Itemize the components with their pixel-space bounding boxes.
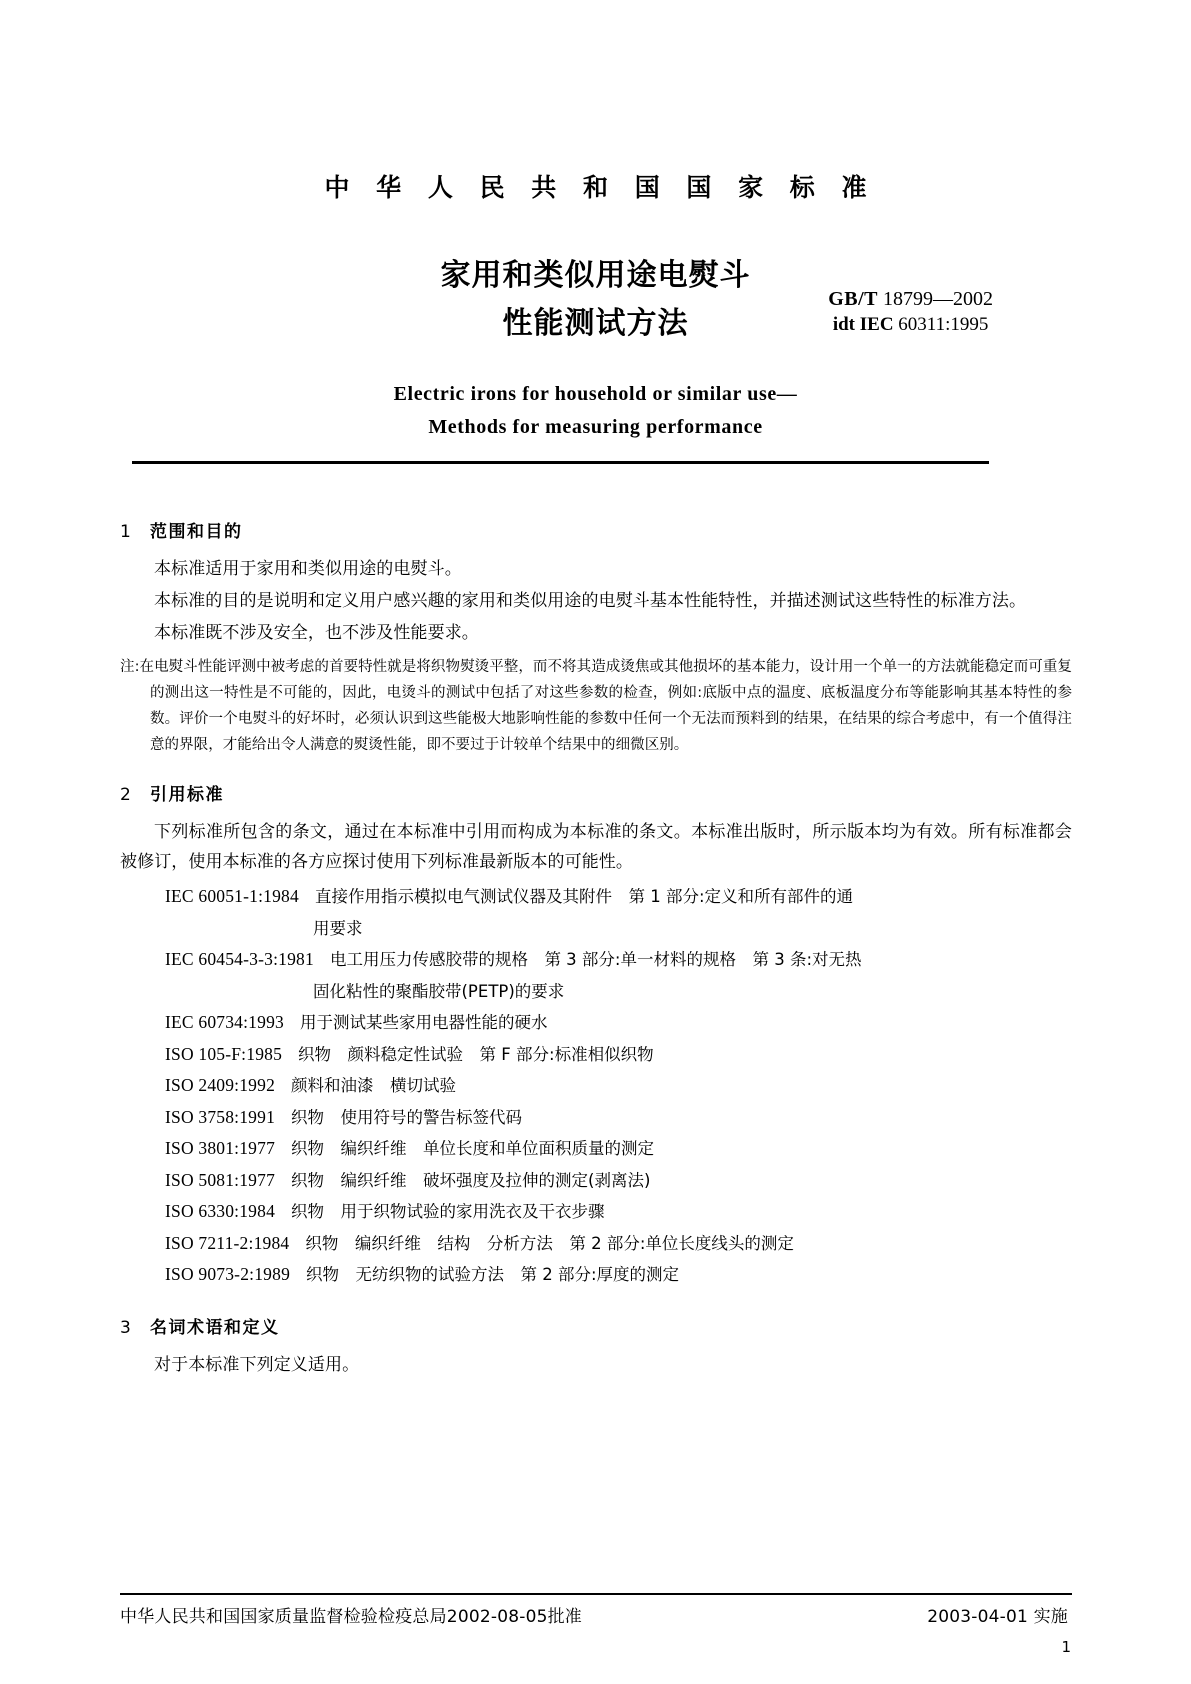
standard-number-idt	[828, 312, 993, 338]
section-title-2: 引用标准	[150, 785, 224, 805]
note-label: 注:	[120, 659, 140, 675]
referenced-standards-list	[120, 881, 1072, 1291]
chinese-title-line-2: 性能测试方法	[502, 306, 689, 341]
reference-code: ISO 3758:1991	[165, 1106, 276, 1127]
footer-approval-text: 中华人民共和国国家质量监督检验检疫总局2002-08-05批准	[120, 1607, 582, 1627]
section-heading-2	[120, 780, 1072, 805]
section-2-paragraph-1: 下列标准所包含的条文，通过在本标准中引用而构成为本标准的条文。本标准出版时，所示版本均为有效。所有标准都会被修订，使用本标准的各方应探讨使用下列标准最新版本的可能性。	[120, 822, 1072, 872]
page-footer	[120, 1602, 1072, 1627]
note-text: 在电熨斗性能评测中被考虑的首要特性就是将织物熨烫平整，而不将其造成烫焦或其他损坏的基本能力，设计用一个单一的方法就能稳定而可重复的测出这一特性是不可能的，因此，电烫斗的测试中包括了对这些参数的检查，例如:底版中点的温度、底板温度分布等能影响其基本特性的参数。评价一个电熨斗的好坏时，必须认识到这些能极大地影响性能的参数中任何一个无法而预料到的结果，在结果的综合考虑中，有一个值得注意的界限，才能给出令人满意的熨烫性能，即不要过于计较单个结果中的细微区别。	[139, 659, 1072, 753]
section-heading-3	[120, 1313, 1072, 1338]
section-3-paragraph-1: 对于本标准下列定义适用。	[154, 1354, 360, 1375]
section-number-1: 1	[120, 522, 132, 542]
section-title-3: 名词术语和定义	[150, 1317, 280, 1338]
reference-item	[120, 1196, 1072, 1228]
reference-code: ISO 2409:1992	[165, 1075, 276, 1095]
reference-text: 电工用压力传感胶带的规格 第 3 部分:单一材料的规格 第 3 条:对无热	[329, 950, 862, 969]
reference-code: ISO 105-F:1985	[165, 1043, 283, 1064]
reference-code: IEC 60734:1993	[165, 1012, 284, 1032]
reference-code: IEC 60454-3-3:1981	[165, 949, 314, 969]
reference-code: ISO 5081:1977	[165, 1169, 276, 1190]
reference-text: 织物 编织纤维 结构 分析方法 第 2 部分:单位长度线头的测定	[305, 1233, 794, 1253]
section-1-paragraph-2: 本标准的目的是说明和定义用户感兴趣的家用和类似用途的电熨斗基本性能特性，并描述测试这些特性的标准方法。	[154, 591, 1027, 611]
idt-value: 60311:1995	[893, 314, 989, 335]
reference-code: ISO 3801:1977	[165, 1138, 276, 1158]
section-1-paragraph-3: 本标准既不涉及安全，也不涉及性能要求。	[154, 623, 479, 643]
masthead-title: 中 华 人 民 共 和 国 国 家 标 准	[324, 173, 876, 202]
standard-number-block	[828, 286, 993, 338]
chinese-title-line-1: 家用和类似用途电熨斗	[440, 258, 751, 293]
header-divider	[132, 461, 989, 464]
standard-number-prefix: GB/T	[828, 288, 878, 310]
section-number-3: 3	[120, 1317, 132, 1338]
reference-item	[120, 1007, 1072, 1039]
reference-item	[120, 944, 1072, 1007]
reference-text: 直接作用指示模拟电气测试仪器及其附件 第 1 部分:定义和所有部件的通	[314, 887, 854, 906]
reference-item	[120, 1070, 1072, 1102]
reference-text: 织物 编织纤维 破坏强度及拉伸的测定(剥离法)	[291, 1170, 651, 1190]
reference-item	[120, 881, 1072, 944]
reference-code: ISO 6330:1984	[165, 1201, 276, 1221]
section-title-1: 范围和目的	[150, 522, 243, 542]
reference-text: 织物 使用符号的警告标签代码	[291, 1107, 523, 1127]
reference-item	[120, 1133, 1072, 1165]
reference-code: ISO 7211-2:1984	[165, 1232, 290, 1253]
standard-number-gb	[828, 286, 993, 312]
reference-text: 织物 编织纤维 单位长度和单位面积质量的测定	[291, 1139, 655, 1158]
english-title-line-2: Methods for measuring performance	[428, 416, 763, 438]
reference-item	[120, 1259, 1072, 1291]
document-body	[120, 495, 1072, 1382]
reference-continuation: 用要求	[313, 918, 363, 938]
reference-code: IEC 60051-1:1984	[165, 886, 299, 906]
title-block	[0, 252, 1191, 444]
reference-text: 织物 颜料稳定性试验 第 F 部分:标准相似织物	[298, 1044, 654, 1064]
section-heading-1	[120, 517, 1072, 542]
section-number-2: 2	[120, 785, 132, 805]
reference-text: 织物 无纺织物的试验方法 第 2 部分:厚度的测定	[306, 1265, 680, 1284]
reference-text: 织物 用于织物试验的家用洗衣及干衣步骤	[291, 1202, 605, 1221]
reference-item	[120, 1039, 1072, 1071]
section-1-paragraph-1: 本标准适用于家用和类似用途的电熨斗。	[154, 559, 462, 579]
reference-item	[120, 1228, 1072, 1260]
reference-code: ISO 9073-2:1989	[165, 1264, 291, 1284]
note-body	[120, 654, 1072, 758]
english-title	[0, 378, 1191, 444]
idt-prefix: idt IEC	[832, 314, 894, 335]
reference-text: 颜料和油漆 横切试验	[291, 1076, 457, 1095]
section-1-note	[120, 654, 1072, 758]
reference-continuation: 固化粘性的聚酯胶带(PETP)的要求	[313, 981, 565, 1001]
masthead	[0, 168, 1191, 204]
english-title-line-1: Electric irons for household or similar use—	[393, 383, 798, 405]
footer-divider	[120, 1593, 1072, 1595]
page-number: 1	[1061, 1638, 1071, 1656]
standard-number-value: 18799—2002	[878, 288, 993, 310]
reference-item	[120, 1165, 1072, 1197]
footer-effective-date: 2003-04-01 实施	[927, 1607, 1068, 1627]
reference-item	[120, 1102, 1072, 1134]
reference-text: 用于测试某些家用电器性能的硬水	[299, 1013, 548, 1032]
